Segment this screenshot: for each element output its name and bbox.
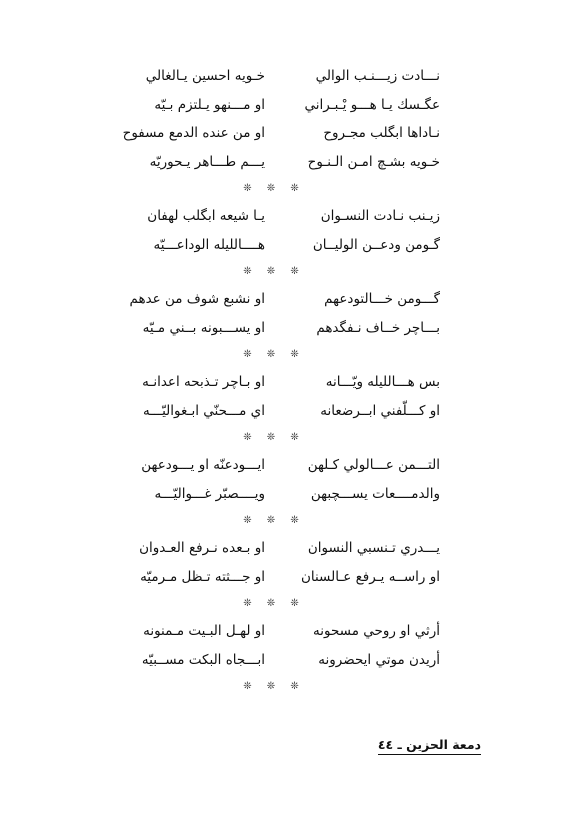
poem-body [100, 62, 440, 700]
hemistich-second: او بـعده نـرفع العـدوان [139, 540, 265, 556]
hemistich-second: هــــالليله الوداعـــيّه [153, 236, 265, 253]
hemistich-first: التـــمن عـــالولي كـلهن [307, 457, 440, 473]
verse-line [100, 285, 440, 314]
stanza [100, 617, 440, 674]
stanza-separator-ornament: ❊ ❊ ❊ [243, 432, 305, 443]
verse-line [100, 202, 440, 231]
verse-line [100, 119, 440, 148]
stanza [100, 534, 440, 591]
hemistich-second: او لهـل البـيت مـمنونه [143, 623, 265, 639]
hemistich-first: گـومن ودعــن الوليــان [312, 236, 440, 253]
verse-line [100, 451, 440, 480]
verse-line [100, 563, 440, 592]
hemistich-second: او بـاچر تـذبحه اعدانـه [142, 374, 265, 390]
verse-line [100, 480, 440, 509]
hemistich-first: گـــومن خـــالتودعهم [324, 291, 440, 307]
hemistich-first: أرثي او روحي مسحونه [312, 623, 440, 639]
verse-line [100, 91, 440, 120]
hemistich-second: او من عنده الدمع مسفوح [122, 125, 265, 141]
stanza-separator-ornament: ❊ ❊ ❊ [243, 183, 305, 194]
hemistich-second: يـا شيعه ابگلب لهفان [147, 208, 265, 224]
stanza [100, 368, 440, 425]
hemistich-second: او مـــنهو يـلتزم بـيّه [154, 96, 265, 113]
hemistich-first: بـــاچر خــاف نـفگدهم [316, 319, 440, 336]
verse-line [100, 231, 440, 260]
hemistich-first: او راســه يـرفع عـالسنان [300, 568, 440, 585]
verse-line [100, 646, 440, 675]
hemistich-first: زيـنب نـادت النسـوان [320, 208, 440, 224]
hemistich-first: يـــدري تـنسبي النسوان [307, 540, 440, 556]
stanza-separator-ornament: ❊ ❊ ❊ [243, 515, 305, 526]
hemistich-second: او يســـبونه بــني مـيّه [142, 319, 265, 336]
hemistich-second: يـــم طـــاهر يـحوريّه [149, 153, 265, 170]
hemistich-first: أريدن موتي ايحضرونه [318, 651, 440, 668]
hemistich-second: ابـــجاه البكت مســبيّه [141, 651, 265, 668]
stanza-separator-ornament: ❊ ❊ ❊ [243, 349, 305, 360]
stanza [100, 62, 440, 176]
stanza [100, 285, 440, 342]
stanza [100, 451, 440, 508]
verse-line [100, 617, 440, 646]
hemistich-second: اي مـــحنّي ابـغواليّـــه [142, 402, 265, 419]
hemistich-first: نـــادت زيـــنـب الوالي [315, 68, 440, 84]
stanza-separator-ornament: ❊ ❊ ❊ [243, 681, 305, 692]
hemistich-first: عگـسك يـا هـــو يْـبـراني [304, 96, 440, 113]
hemistich-first: نـاداها ابگلب مجـروح [323, 125, 440, 141]
page-footer: دمعة الحزين ـ ٤٤ [378, 737, 481, 755]
hemistich-first: او كـــلّفني ابــرضعانه [320, 402, 440, 419]
hemistich-second: او نشبع شوف من عدهم [129, 291, 265, 307]
verse-line [100, 534, 440, 563]
stanza-separator-ornament: ❊ ❊ ❊ [243, 266, 305, 277]
hemistich-second: خـويه احسين يـالغالي [145, 68, 265, 84]
stanza [100, 202, 440, 259]
hemistich-first: بس هـــالليله ويّـــانه [325, 374, 440, 390]
hemistich-first: والدمــــعات يســـچبهن [310, 485, 440, 502]
hemistich-second: او جـــثته تـظل مـرميّه [140, 568, 265, 585]
hemistich-first: خـويه بشـچ امـن الـنـوح [307, 153, 440, 170]
verse-line [100, 314, 440, 343]
hemistich-second: ويــــصبّر غـــواليّـــه [154, 485, 265, 502]
stanza-separator-ornament: ❊ ❊ ❊ [243, 598, 305, 609]
verse-line [100, 62, 440, 91]
verse-line [100, 397, 440, 426]
verse-line [100, 368, 440, 397]
verse-line [100, 148, 440, 177]
hemistich-second: ايـــودعنّه او يـــودعهن [141, 457, 265, 473]
